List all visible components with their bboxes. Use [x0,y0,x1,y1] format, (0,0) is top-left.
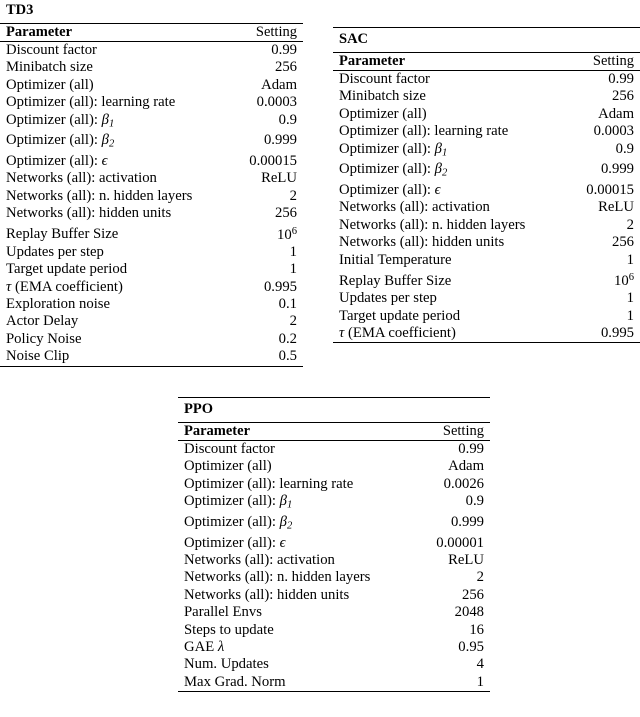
parameter-value-text: 10 [277,226,292,243]
parameter-value [152,153,304,170]
parameter-value [487,182,640,199]
parameter-name [0,94,176,111]
parameter-value-text: 2 [289,187,297,204]
column-header-setting: Setting [255,23,297,40]
table-caption: SAC [339,31,369,47]
parameter-value [152,348,304,365]
parameter-name-text: Optimizer (all): β [339,140,442,157]
table-row [333,106,640,123]
parameter-value-text: 0.00015 [249,153,297,169]
parameter-value [334,639,490,656]
parameter-value [334,587,490,604]
parameter-value [152,170,304,187]
parameter-value [487,141,640,162]
parameter-name [333,269,487,290]
table-row [178,674,490,691]
parameter-name-text: Networks (all): activation [339,199,490,216]
table-row [0,94,303,111]
parameter-name [333,252,487,269]
parameter-value [334,535,490,552]
table-row [0,279,303,296]
parameter-value-text: 2 [626,216,634,233]
parameter-value [152,223,304,244]
table-row [333,308,640,325]
parameter-name [333,308,487,325]
parameter-name [0,205,172,222]
parameter-name [0,170,157,187]
parameter-name-subscript: 1 [441,146,448,158]
parameter-value [152,77,304,94]
table-row [333,199,640,216]
table-row [178,458,490,475]
table-row [333,217,640,234]
parameter-name-text: Optimizer (all): β [184,513,287,530]
table-bottom-rule [0,366,303,367]
parameter-value-text: 1 [289,261,297,278]
table-row [333,290,640,307]
parameter-name-text: Optimizer (all): ϵ [184,534,286,551]
parameter-name-text: Optimizer (all) [184,458,272,475]
parameter-name [0,59,152,76]
parameter-value [487,161,640,182]
parameter-value [487,234,640,251]
table-row [0,313,303,330]
parameter-name [333,182,487,199]
parameter-name [178,493,334,514]
table-row [0,261,303,278]
parameter-name [178,441,334,458]
parameter-value-text: 2 [476,569,484,586]
parameter-value-text: 256 [274,205,297,222]
parameter-name-text: Networks (all): n. hidden layers [6,187,193,204]
parameter-value-text: 0.9 [278,111,297,128]
table-row [0,188,303,205]
parameter-name [333,71,487,88]
parameter-value-text: 2048 [454,604,484,621]
parameter-name-text: Num. Updates [184,656,269,673]
table-bottom-rule [178,691,490,692]
parameter-name [0,296,152,313]
parameter-value [152,132,304,153]
parameter-value [152,296,304,313]
table-body [333,71,640,343]
parameter-value-text: 2 [289,313,297,330]
parameter-value [334,441,490,458]
parameter-name [0,348,152,365]
parameter-name-text: Discount factor [184,440,275,457]
table-row [178,493,490,514]
parameter-value-text: ReLU [261,170,297,187]
parameter-value [487,252,640,269]
table-body [0,42,303,366]
parameter-value-text: 0.95 [458,639,484,656]
parameter-name [333,106,487,123]
table-row [0,59,303,76]
table-row [178,604,490,621]
table-header-row [178,423,490,440]
parameter-value-text: 0.0026 [443,475,484,492]
parameter-name [0,112,152,133]
table-row [0,205,303,222]
parameter-name-text: Exploration noise [6,296,111,312]
parameter-value [334,493,490,514]
parameter-name-text: Optimizer (all): learning rate [184,475,354,492]
parameter-name-text: Networks (all): activation [6,170,157,187]
parameter-name [0,187,193,205]
table-header [178,423,490,440]
parameter-value-text: 0.2 [278,330,297,347]
table-caption: PPO [184,401,213,417]
table-row [0,77,303,94]
table-row [178,552,490,569]
parameter-value-text: 256 [611,234,634,251]
table-row [333,123,640,140]
table-row [333,269,640,290]
parameter-value [487,71,640,88]
parameter-name-subscript: 2 [441,167,448,179]
parameter-value [152,279,304,296]
parameter-name-text: Policy Noise [6,330,82,347]
parameter-value-text: 0.0003 [256,94,297,111]
parameter-name [333,325,487,342]
table-caption: TD3 [6,2,34,18]
column-header-parameter: Parameter [184,422,251,439]
parameter-value-text: 256 [274,59,297,76]
parameter-value-text: 0.00015 [586,182,634,198]
parameter-value-text: 4 [476,656,484,673]
parameter-name [178,514,334,535]
parameter-value-text: 0.0003 [593,123,634,140]
parameter-name-subscript: 2 [108,138,115,150]
parameter-name-text: Actor Delay [6,313,79,330]
parameter-name-text: Updates per step [339,290,437,307]
parameter-value [334,458,490,475]
parameter-value-text: Adam [448,458,484,475]
parameter-value-superscript: 6 [628,272,634,284]
table-row [178,514,490,535]
table-row [178,639,490,656]
parameter-name-text: Optimizer (all): β [339,161,442,178]
parameter-value-text: 0.00001 [436,534,484,551]
parameter-name [178,569,371,586]
parameter-name-text: Optimizer (all): learning rate [339,123,509,140]
parameter-value-text: 10 [614,272,629,289]
table-row [0,170,303,187]
parameter-value-text: Adam [598,105,634,122]
parameter-value [487,123,640,140]
parameter-name [0,42,152,59]
parameter-value [152,331,304,348]
parameter-value [487,199,640,216]
column-header-setting: Setting [442,422,484,439]
parameter-value [334,674,490,691]
parameter-value [152,112,304,133]
parameter-name-text: GAE λ [184,639,225,656]
table-bottom-rule [333,342,640,343]
parameter-value-text: 16 [469,621,484,638]
parameter-value [334,514,490,535]
parameter-value-text: 0.99 [271,41,297,58]
parameter-value [152,205,304,222]
parameter-name-text: τ (EMA coefficient) [6,278,123,295]
parameter-name-text: Initial Temperature [339,251,452,268]
parameter-name-text: Optimizer (all): β [184,493,287,510]
table-row [333,234,640,251]
parameter-name-text: Networks (all): n. hidden layers [339,216,526,233]
parameter-value-text: 0.999 [450,513,484,530]
table-row [333,252,640,269]
table-body [178,441,490,691]
parameter-value-text: 1 [476,673,484,690]
hyperparameter-table-td3 [0,0,303,367]
table-row [0,296,303,313]
parameter-value-text: 0.5 [278,348,297,365]
parameter-value [487,88,640,105]
table-row [178,441,490,458]
parameter-name-text: Replay Buffer Size [6,226,119,243]
column-header-parameter: Parameter [339,52,406,69]
parameter-name-text: Target update period [339,307,461,324]
parameter-value-text: 256 [461,586,484,603]
parameter-name-text: Minibatch size [6,59,93,76]
parameter-name [0,261,152,278]
parameter-name [178,552,334,569]
table-row [178,476,490,493]
parameter-name-text: τ (EMA coefficient) [339,325,456,341]
parameter-name [0,279,152,296]
parameter-name [333,199,490,216]
hyperparameter-table-ppo [178,397,490,692]
column-header-parameter: Parameter [6,23,73,40]
parameter-name [0,132,152,153]
table-row [333,141,640,162]
column-header-setting: Setting [592,52,634,69]
parameter-value-superscript: 6 [291,225,297,237]
parameter-value-text: 256 [611,88,634,105]
parameter-name [333,234,505,251]
table-header-row [0,24,303,41]
parameter-name-text: Optimizer (all): learning rate [6,94,176,111]
parameter-name-text: Optimizer (all): ϵ [6,153,108,169]
parameter-value-text: 0.9 [465,493,484,510]
parameter-name [178,604,334,621]
parameter-value-text: 0.995 [263,278,297,295]
parameter-name-subscript: 1 [108,117,115,129]
parameter-value-text: Adam [261,76,297,93]
parameter-name-subscript: 1 [286,499,293,511]
parameter-value [487,308,640,325]
parameter-name-text: Networks (all): hidden units [184,586,350,603]
parameter-name [178,458,334,475]
table-row [178,587,490,604]
table-row [178,622,490,639]
table-row [178,569,490,586]
parameter-name [178,674,334,691]
parameter-name [0,313,152,330]
parameter-value [334,622,490,639]
parameter-value [487,325,640,342]
table-row [0,331,303,348]
parameter-name-text: Networks (all): activation [184,552,335,568]
table-row [0,244,303,261]
parameter-name [333,290,487,307]
parameter-value-text: ReLU [448,552,484,568]
parameter-name-text: Optimizer (all) [6,76,94,93]
parameter-value-text: 1 [626,307,634,324]
parameter-name-text: Optimizer (all): ϵ [339,182,441,198]
table-row [0,112,303,133]
parameter-value-text: 1 [289,243,297,260]
parameter-name-text: Optimizer (all): β [6,111,109,128]
parameter-name [333,123,509,140]
table-header [0,24,303,41]
parameter-name [178,656,334,673]
parameter-value [152,42,304,59]
parameter-name [178,475,354,493]
parameter-name-text: Target update period [6,261,128,278]
parameter-name [333,88,487,105]
table-row [333,161,640,182]
parameter-value-text: 0.9 [615,140,634,157]
table-row [0,42,303,59]
table-row [178,656,490,673]
parameter-name [0,153,152,170]
parameter-value-text: 1 [626,251,634,268]
table-row [333,88,640,105]
parameter-value [334,476,490,493]
parameter-name-text: Parallel Envs [184,604,262,621]
parameter-name [333,161,487,182]
table-row [0,153,303,170]
parameter-value-text: 0.995 [600,325,634,341]
parameter-value-text: 0.99 [458,440,484,457]
parameter-name [178,622,334,639]
parameter-name [0,223,152,244]
parameter-name-text: Replay Buffer Size [339,272,452,289]
table-row [178,535,490,552]
table-row [0,223,303,244]
parameter-name-text: Max Grad. Norm [184,673,286,690]
table-header-row [333,53,640,70]
parameter-value [152,59,304,76]
table-row [333,325,640,342]
parameter-value-text: ReLU [598,199,634,216]
table-row [333,71,640,88]
parameter-value [487,269,640,290]
parameter-value [152,244,304,261]
parameter-value-text: 0.999 [600,161,634,178]
parameter-value-text: 0.999 [263,132,297,149]
table-row [0,348,303,365]
parameter-value [152,313,304,330]
parameter-name-text: Networks (all): hidden units [339,234,505,251]
table-row [0,132,303,153]
parameter-name-text: Optimizer (all): β [6,132,109,149]
table-header [333,53,640,70]
parameter-name [178,535,334,552]
parameter-name [178,586,350,604]
parameter-value-text: 1 [626,290,634,307]
parameter-name-text: Steps to update [184,621,274,638]
parameter-name [333,141,487,162]
hyperparameter-table-sac [333,27,640,343]
parameter-name [0,77,152,94]
parameter-name-text: Networks (all): hidden units [6,205,172,222]
parameter-name [0,331,152,348]
parameter-value-text: 0.1 [278,296,297,312]
parameter-name-text: Optimizer (all) [339,105,427,122]
parameter-name-text: Discount factor [339,70,430,87]
table-row [333,182,640,199]
parameter-name [333,216,526,234]
parameter-value [334,552,490,569]
parameter-name-text: Updates per step [6,243,104,260]
parameter-name-text: Networks (all): n. hidden layers [184,569,371,586]
parameter-value [487,106,640,123]
parameter-value [487,290,640,307]
parameter-name-text: Minibatch size [339,88,426,105]
parameter-value [334,656,490,673]
parameter-name [0,244,152,261]
parameter-name-subscript: 2 [286,520,293,532]
parameter-value [334,604,490,621]
parameter-name [178,639,334,656]
parameter-name-text: Noise Clip [6,348,70,365]
parameter-value-text: 0.99 [608,70,634,87]
parameter-value [152,261,304,278]
parameter-name-text: Discount factor [6,41,97,58]
